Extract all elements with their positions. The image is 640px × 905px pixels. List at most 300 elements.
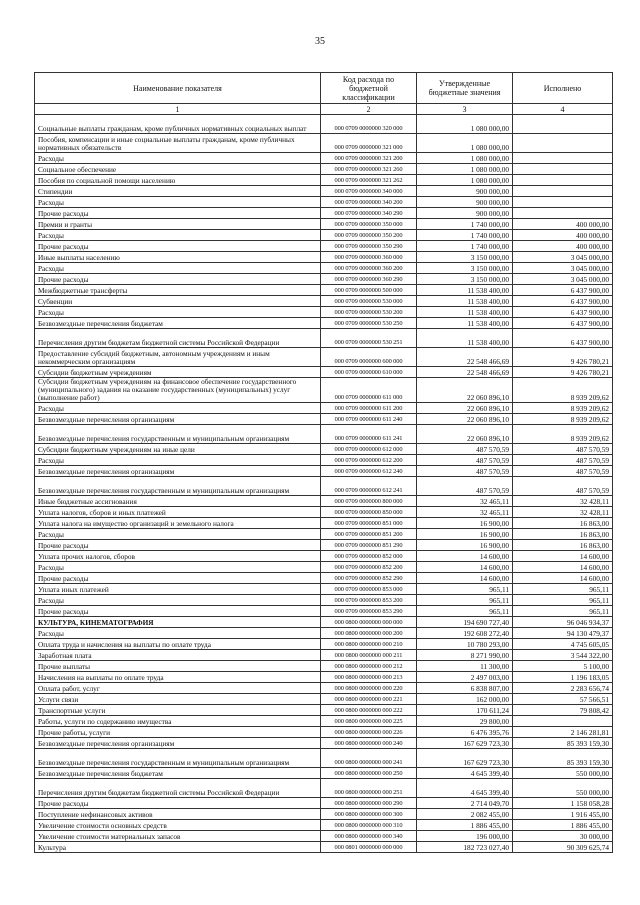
row-budget-code: 000 0709 0000000 851 290 [321,540,417,551]
row-indicator-name: Безвозмездные перечисления государственным и муниципальным организациям [35,477,321,496]
row-executed-amount [513,164,613,175]
row-indicator-name: Оплата работ, услуг [35,683,321,694]
row-approved-amount: 22 548 466,69 [417,348,513,367]
row-approved-amount: 487 570,59 [417,477,513,496]
row-executed-amount: 32 428,11 [513,496,613,507]
row-indicator-name: Прочие выплаты [35,661,321,672]
row-executed-amount: 400 000,00 [513,241,613,252]
table-row [35,378,613,403]
row-indicator-name: Субсидии бюджетным учреждениям [35,367,321,378]
row-indicator-name: Безвозмездные перечисления бюджетам [35,318,321,329]
table-row [35,639,613,650]
table-header-row [35,73,613,104]
row-executed-amount: 6 437 900,00 [513,318,613,329]
row-budget-code: 000 0709 0000000 850 000 [321,507,417,518]
row-indicator-name: Расходы [35,628,321,639]
row-budget-code: 000 0709 0000000 611 200 [321,403,417,414]
row-approved-amount: 965,11 [417,606,513,617]
row-budget-code: 000 0709 0000000 530 200 [321,307,417,318]
row-budget-code: 000 0800 0000000 000 310 [321,820,417,831]
table-row [35,518,613,529]
header-executed: Исполнено [513,73,613,104]
table-row [35,186,613,197]
row-executed-amount: 90 309 625,74 [513,842,613,853]
table-row [35,307,613,318]
row-approved-amount: 900 000,00 [417,197,513,208]
table-row [35,738,613,749]
row-indicator-name: Прочие расходы [35,606,321,617]
row-budget-code: 000 0800 0000000 000 200 [321,628,417,639]
table-row [35,208,613,219]
table-row [35,727,613,738]
row-executed-amount: 965,11 [513,606,613,617]
row-approved-amount: 1 080 000,00 [417,164,513,175]
row-indicator-name: Безвозмездные перечисления государственным и муниципальным организациям [35,425,321,444]
row-indicator-name: Безвозмездные перечисления организациям [35,738,321,749]
row-approved-amount: 196 000,00 [417,831,513,842]
row-approved-amount: 900 000,00 [417,186,513,197]
row-executed-amount: 965,11 [513,595,613,606]
row-budget-code: 000 0709 0000000 350 290 [321,241,417,252]
row-budget-code: 000 0800 0000000 000 300 [321,809,417,820]
row-indicator-name: Транспортные услуги [35,705,321,716]
row-approved-amount: 182 723 027,40 [417,842,513,853]
row-budget-code: 000 0709 0000000 340 200 [321,197,417,208]
row-approved-amount: 194 690 727,40 [417,617,513,628]
row-approved-amount: 2 714 049,70 [417,798,513,809]
row-executed-amount: 487 570,59 [513,444,613,455]
table-row [35,716,613,727]
row-indicator-name: Межбюджетные трансферты [35,285,321,296]
row-approved-amount: 1 740 000,00 [417,219,513,230]
table-row [35,134,613,153]
row-executed-amount: 1 916 455,00 [513,809,613,820]
row-budget-code: 000 0800 0000000 000 241 [321,749,417,768]
row-budget-code: 000 0800 0000000 000 212 [321,661,417,672]
row-budget-code: 000 0801 0000000 000 000 [321,842,417,853]
table-row [35,367,613,378]
row-indicator-name: Безвозмездные перечисления государственным и муниципальным организациям [35,749,321,768]
row-budget-code: 000 0709 0000000 360 200 [321,263,417,274]
table-row [35,831,613,842]
row-budget-code: 000 0800 0000000 000 290 [321,798,417,809]
table-row [35,617,613,628]
table-row [35,197,613,208]
row-budget-code: 000 0709 0000000 360 000 [321,252,417,263]
table-row [35,595,613,606]
row-indicator-name: Прочие работы, услуги [35,727,321,738]
row-budget-code: 000 0709 0000000 612 241 [321,477,417,496]
row-budget-code: 000 0709 0000000 340 290 [321,208,417,219]
row-executed-amount: 14 600,00 [513,551,613,562]
table-row [35,425,613,444]
row-budget-code: 000 0709 0000000 853 200 [321,595,417,606]
row-executed-amount [513,208,613,219]
row-executed-amount: 9 426 780,21 [513,348,613,367]
row-indicator-name: Стипендии [35,186,321,197]
row-executed-amount: 9 426 780,21 [513,367,613,378]
table-row [35,477,613,496]
row-executed-amount: 3 544 322,00 [513,650,613,661]
row-indicator-name: Расходы [35,455,321,466]
row-approved-amount: 1 080 000,00 [417,134,513,153]
row-approved-amount: 1 886 455,00 [417,820,513,831]
table-row [35,573,613,584]
table-row [35,820,613,831]
row-executed-amount: 487 570,59 [513,477,613,496]
row-indicator-name: Услуги связи [35,694,321,705]
row-indicator-name: Уплата прочих налогов, сборов [35,551,321,562]
row-approved-amount: 6 476 395,76 [417,727,513,738]
table-row [35,318,613,329]
row-indicator-name: Расходы [35,307,321,318]
row-approved-amount: 8 271 990,00 [417,650,513,661]
table-row [35,661,613,672]
row-executed-amount: 550 000,00 [513,768,613,779]
row-indicator-name: Расходы [35,562,321,573]
table-row [35,414,613,425]
row-executed-amount: 1 886 455,00 [513,820,613,831]
row-indicator-name: Увеличение стоимости материальных запасов [35,831,321,842]
table-row [35,672,613,683]
row-executed-amount [513,716,613,727]
row-approved-amount: 16 900,00 [417,540,513,551]
table-row [35,274,613,285]
row-indicator-name: Безвозмездные перечисления организациям [35,414,321,425]
row-indicator-name: Пособия, компенсации и иные социальные выплаты гражданам, кроме публичных нормативных обязательств [35,134,321,153]
table-row [35,529,613,540]
row-budget-code: 000 0709 0000000 321 260 [321,164,417,175]
row-executed-amount: 400 000,00 [513,230,613,241]
table-row [35,496,613,507]
row-budget-code: 000 0800 0000000 000 213 [321,672,417,683]
row-indicator-name: Уплата налогов, сборов и иных платежей [35,507,321,518]
row-budget-code: 000 0800 0000000 000 251 [321,779,417,798]
row-executed-amount: 96 046 934,37 [513,617,613,628]
row-approved-amount: 14 600,00 [417,562,513,573]
row-approved-amount: 170 611,24 [417,705,513,716]
table-row [35,809,613,820]
row-executed-amount: 2 283 656,74 [513,683,613,694]
row-budget-code: 000 0709 0000000 321 262 [321,175,417,186]
row-indicator-name: Оплата труда и начисления на выплаты по оплате труда [35,639,321,650]
row-executed-amount: 3 045 000,00 [513,274,613,285]
row-approved-amount: 11 538 400,00 [417,307,513,318]
row-approved-amount: 965,11 [417,595,513,606]
row-indicator-name: Субсидии бюджетным учреждениям на иные цели [35,444,321,455]
row-indicator-name: Прочие расходы [35,241,321,252]
row-indicator-name: Расходы [35,595,321,606]
row-budget-code: 000 0709 0000000 610 000 [321,367,417,378]
row-approved-amount: 487 570,59 [417,455,513,466]
row-budget-code: 000 0709 0000000 611 240 [321,414,417,425]
table-row [35,798,613,809]
row-approved-amount: 32 465,11 [417,496,513,507]
row-budget-code: 000 0800 0000000 000 222 [321,705,417,716]
row-budget-code: 000 0800 0000000 000 211 [321,650,417,661]
row-approved-amount: 3 150 000,00 [417,263,513,274]
table-row [35,540,613,551]
row-approved-amount: 3 150 000,00 [417,252,513,263]
row-budget-code: 000 0709 0000000 530 000 [321,296,417,307]
table-row [35,768,613,779]
row-budget-code: 000 0709 0000000 340 000 [321,186,417,197]
row-budget-code: 000 0709 0000000 851 200 [321,529,417,540]
row-budget-code: 000 0709 0000000 852 000 [321,551,417,562]
row-approved-amount: 6 838 807,00 [417,683,513,694]
row-indicator-name: Социальное обеспечение [35,164,321,175]
table-body [35,115,613,853]
row-indicator-name: Прочие расходы [35,274,321,285]
row-indicator-name: Заработная плата [35,650,321,661]
row-executed-amount: 32 428,11 [513,507,613,518]
row-approved-amount: 4 645 399,40 [417,779,513,798]
row-budget-code: 000 0709 0000000 612 000 [321,444,417,455]
row-executed-amount [513,153,613,164]
row-executed-amount: 6 437 900,00 [513,307,613,318]
row-budget-code: 000 0709 0000000 530 251 [321,329,417,348]
table-row [35,694,613,705]
row-executed-amount [513,175,613,186]
row-indicator-name: Прочие расходы [35,573,321,584]
row-executed-amount [513,115,613,134]
row-budget-code: 000 0709 0000000 800 000 [321,496,417,507]
table-row [35,219,613,230]
row-budget-code: 000 0709 0000000 852 200 [321,562,417,573]
row-budget-code: 000 0709 0000000 600 000 [321,348,417,367]
row-budget-code: 000 0800 0000000 000 000 [321,617,417,628]
table-row [35,606,613,617]
row-approved-amount: 16 900,00 [417,529,513,540]
row-approved-amount: 11 538 400,00 [417,318,513,329]
table-row [35,296,613,307]
row-executed-amount: 1 158 058,28 [513,798,613,809]
row-approved-amount: 11 300,00 [417,661,513,672]
row-approved-amount: 4 645 399,40 [417,768,513,779]
table-row [35,175,613,186]
column-number: 1 [35,104,321,115]
row-indicator-name: Иные бюджетные ассигнования [35,496,321,507]
row-indicator-name: Иные выплаты населению [35,252,321,263]
row-budget-code: 000 0800 0000000 000 225 [321,716,417,727]
row-approved-amount: 22 060 896,10 [417,403,513,414]
table-row [35,329,613,348]
row-approved-amount: 487 570,59 [417,466,513,477]
row-indicator-name: Работы, услуги по содержанию имущества [35,716,321,727]
row-approved-amount: 1 740 000,00 [417,230,513,241]
row-executed-amount [513,134,613,153]
budget-report-table [34,72,613,853]
row-approved-amount: 2 497 003,00 [417,672,513,683]
row-executed-amount: 3 045 000,00 [513,263,613,274]
row-executed-amount: 16 863,00 [513,518,613,529]
row-approved-amount: 11 538 400,00 [417,285,513,296]
row-executed-amount: 6 437 900,00 [513,329,613,348]
table-row [35,683,613,694]
row-indicator-name: Премии и гранты [35,219,321,230]
row-indicator-name: Субсидии бюджетным учреждениям на финансовое обеспечение государственного (муниципального) задания на оказание государственных (муниципальных) услуг (выполнение работ) [35,378,321,403]
row-budget-code: 000 0800 0000000 000 250 [321,768,417,779]
table-row [35,749,613,768]
table-row [35,779,613,798]
row-indicator-name: Безвозмездные перечисления бюджетам [35,768,321,779]
page-number: 35 [315,36,325,47]
row-executed-amount: 79 808,42 [513,705,613,716]
table-row [35,551,613,562]
row-approved-amount: 11 538 400,00 [417,329,513,348]
row-indicator-name: Начисления на выплаты по оплате труда [35,672,321,683]
column-number: 2 [321,104,417,115]
row-indicator-name: Перечисления другим бюджетам бюджетной системы Российской Федерации [35,779,321,798]
row-budget-code: 000 0709 0000000 530 250 [321,318,417,329]
row-approved-amount: 965,11 [417,584,513,595]
table-row [35,230,613,241]
row-budget-code: 000 0800 0000000 000 210 [321,639,417,650]
row-approved-amount: 3 150 000,00 [417,274,513,285]
row-executed-amount: 3 045 000,00 [513,252,613,263]
row-executed-amount [513,197,613,208]
row-indicator-name: Поступление нефинансовых активов [35,809,321,820]
table-row [35,650,613,661]
row-indicator-name: Расходы [35,529,321,540]
row-executed-amount: 5 100,00 [513,661,613,672]
table-row [35,403,613,414]
row-approved-amount: 10 780 293,00 [417,639,513,650]
table-row [35,705,613,716]
row-executed-amount: 965,11 [513,584,613,595]
row-budget-code: 000 0709 0000000 360 290 [321,274,417,285]
row-budget-code: 000 0800 0000000 000 340 [321,831,417,842]
row-indicator-name: Безвозмездные перечисления организациям [35,466,321,477]
row-approved-amount: 11 538 400,00 [417,296,513,307]
row-indicator-name: Прочие расходы [35,540,321,551]
row-executed-amount: 94 130 479,37 [513,628,613,639]
row-approved-amount: 14 600,00 [417,551,513,562]
row-indicator-name: Культура [35,842,321,853]
row-executed-amount: 14 600,00 [513,573,613,584]
row-approved-amount: 167 629 723,30 [417,749,513,768]
column-number: 3 [417,104,513,115]
row-executed-amount: 57 566,51 [513,694,613,705]
row-approved-amount: 1 080 000,00 [417,115,513,134]
row-approved-amount: 167 629 723,30 [417,738,513,749]
row-executed-amount [513,186,613,197]
row-approved-amount: 16 900,00 [417,518,513,529]
row-indicator-name: Расходы [35,263,321,274]
table-row [35,153,613,164]
row-budget-code: 000 0800 0000000 000 240 [321,738,417,749]
row-approved-amount: 192 608 272,40 [417,628,513,639]
column-number: 4 [513,104,613,115]
table-row [35,584,613,595]
row-executed-amount: 8 939 209,62 [513,403,613,414]
row-indicator-name: Увеличение стоимости основных средств [35,820,321,831]
row-executed-amount: 8 939 209,62 [513,414,613,425]
row-executed-amount: 85 393 159,30 [513,749,613,768]
row-executed-amount: 550 000,00 [513,779,613,798]
row-budget-code: 000 0800 0000000 000 220 [321,683,417,694]
row-indicator-name: Уплата иных платежей [35,584,321,595]
table-row [35,115,613,134]
row-indicator-name: Расходы [35,230,321,241]
table-row [35,466,613,477]
table-row [35,285,613,296]
row-budget-code: 000 0709 0000000 350 000 [321,219,417,230]
row-approved-amount: 1 080 000,00 [417,175,513,186]
row-budget-code: 000 0709 0000000 611 000 [321,378,417,403]
table-row [35,164,613,175]
row-indicator-name: Социальные выплаты гражданам, кроме публичных нормативных социальных выплат [35,115,321,134]
header-indicator-name: Наименование показателя [35,73,321,104]
row-approved-amount: 29 800,00 [417,716,513,727]
row-budget-code: 000 0800 0000000 000 226 [321,727,417,738]
row-indicator-name: Расходы [35,403,321,414]
row-budget-code: 000 0709 0000000 321 200 [321,153,417,164]
row-approved-amount: 22 060 896,10 [417,425,513,444]
row-indicator-name: Прочие расходы [35,208,321,219]
table-row [35,628,613,639]
row-indicator-name: КУЛЬТУРА, КИНЕМАТОГРАФИЯ [35,617,321,628]
row-budget-code: 000 0800 0000000 000 221 [321,694,417,705]
row-budget-code: 000 0709 0000000 612 200 [321,455,417,466]
row-approved-amount: 22 060 896,10 [417,414,513,425]
row-indicator-name: Пособия по социальной помощи населению [35,175,321,186]
row-executed-amount: 487 570,59 [513,455,613,466]
row-approved-amount: 32 465,11 [417,507,513,518]
row-budget-code: 000 0709 0000000 852 290 [321,573,417,584]
row-executed-amount: 487 570,59 [513,466,613,477]
table-row [35,241,613,252]
row-executed-amount: 8 939 209,62 [513,425,613,444]
row-executed-amount: 8 939 209,62 [513,378,613,403]
row-executed-amount: 1 196 183,05 [513,672,613,683]
table-row [35,252,613,263]
row-executed-amount: 6 437 900,00 [513,296,613,307]
table-row [35,562,613,573]
table-row [35,263,613,274]
row-budget-code: 000 0709 0000000 611 241 [321,425,417,444]
table-row [35,455,613,466]
row-indicator-name: Расходы [35,197,321,208]
row-budget-code: 000 0709 0000000 320 000 [321,115,417,134]
row-executed-amount: 85 393 159,30 [513,738,613,749]
column-number-row [35,104,613,115]
row-budget-code: 000 0709 0000000 853 290 [321,606,417,617]
row-budget-code: 000 0709 0000000 350 200 [321,230,417,241]
row-indicator-name: Субвенции [35,296,321,307]
row-approved-amount: 900 000,00 [417,208,513,219]
table-row [35,507,613,518]
row-executed-amount: 4 745 605,05 [513,639,613,650]
row-approved-amount: 22 060 896,10 [417,378,513,403]
row-approved-amount: 14 600,00 [417,573,513,584]
row-indicator-name: Перечисления другим бюджетам бюджетной системы Российской Федерации [35,329,321,348]
table-row [35,348,613,367]
row-executed-amount: 16 863,00 [513,540,613,551]
row-approved-amount: 2 082 455,00 [417,809,513,820]
row-budget-code: 000 0709 0000000 612 240 [321,466,417,477]
row-approved-amount: 1 080 000,00 [417,153,513,164]
table-row [35,842,613,853]
header-approved-values: Утвержденные бюджетные значения [417,73,513,104]
row-approved-amount: 22 548 466,69 [417,367,513,378]
row-executed-amount: 14 600,00 [513,562,613,573]
row-approved-amount: 1 740 000,00 [417,241,513,252]
row-budget-code: 000 0709 0000000 500 000 [321,285,417,296]
row-budget-code: 000 0709 0000000 321 000 [321,134,417,153]
row-indicator-name: Предоставление субсидий бюджетным, автономным учреждениям и иным некоммерческим организациям [35,348,321,367]
row-approved-amount: 487 570,59 [417,444,513,455]
